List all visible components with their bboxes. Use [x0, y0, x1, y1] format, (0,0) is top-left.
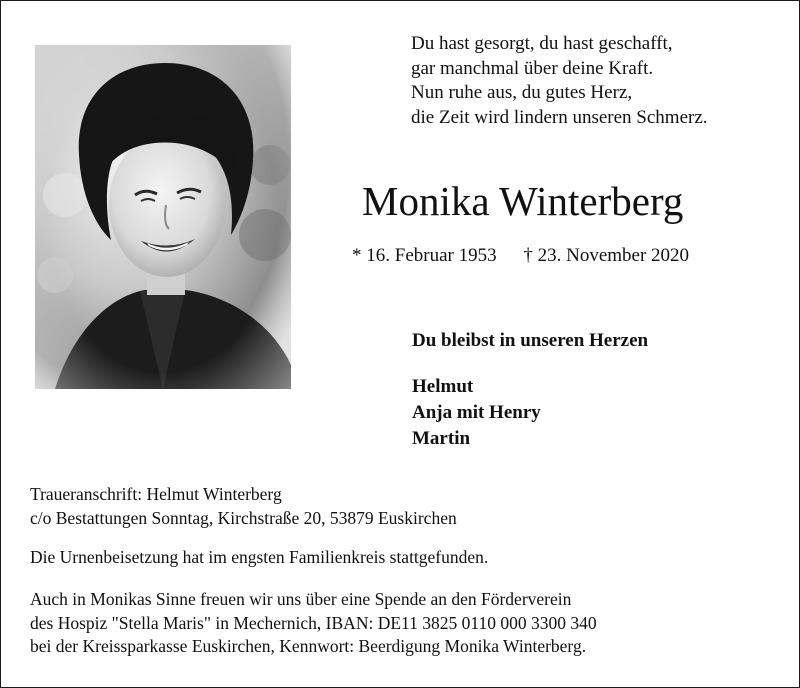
- life-dates: [352, 244, 689, 268]
- poem-line: Du hast gesorgt, du hast geschafft,: [411, 33, 673, 54]
- poem-line: die Zeit wird lindern unseren Schmerz.: [411, 106, 708, 128]
- mourner-list: [412, 374, 541, 452]
- donation-line: bei der Kreissparkasse Euskirchen, Kennwort: Beerdigung Monika Winterberg.: [30, 636, 587, 656]
- mourner-name: Helmut: [412, 376, 474, 397]
- mourner-name: Anja mit Henry: [412, 402, 541, 423]
- portrait-photo: [35, 45, 291, 389]
- deceased-name: Monika Winterberg: [362, 178, 684, 224]
- poem: [411, 32, 708, 130]
- birth-date: * 16. Februar 1953: [352, 245, 497, 266]
- urn-burial-text: Die Urnenbeisetzung hat im engsten Familienkreis stattgefunden.: [30, 547, 489, 567]
- donation-line: Auch in Monikas Sinne freuen wir uns über eine Spende an den Förderverein: [30, 589, 572, 609]
- poem-line: gar manchmal über deine Kraft.: [411, 57, 654, 79]
- donation-line: des Hospiz "Stella Maris" in Mechernich, IBAN: DE11 3825 0110 000 3300 340: [30, 612, 597, 633]
- address-line: Traueranschrift: Helmut Winterberg: [30, 484, 282, 504]
- death-date: † 23. November 2020: [523, 245, 690, 266]
- donation-text: [30, 588, 597, 659]
- mourning-address: [30, 482, 457, 530]
- motto: Du bleibst in unseren Herzen: [412, 330, 649, 351]
- poem-line: Nun ruhe aus, du gutes Herz,: [411, 82, 633, 103]
- mourner-name: Martin: [412, 428, 471, 449]
- address-line: c/o Bestattungen Sonntag, Kirchstraße 20, 53879 Euskirchen: [30, 508, 457, 528]
